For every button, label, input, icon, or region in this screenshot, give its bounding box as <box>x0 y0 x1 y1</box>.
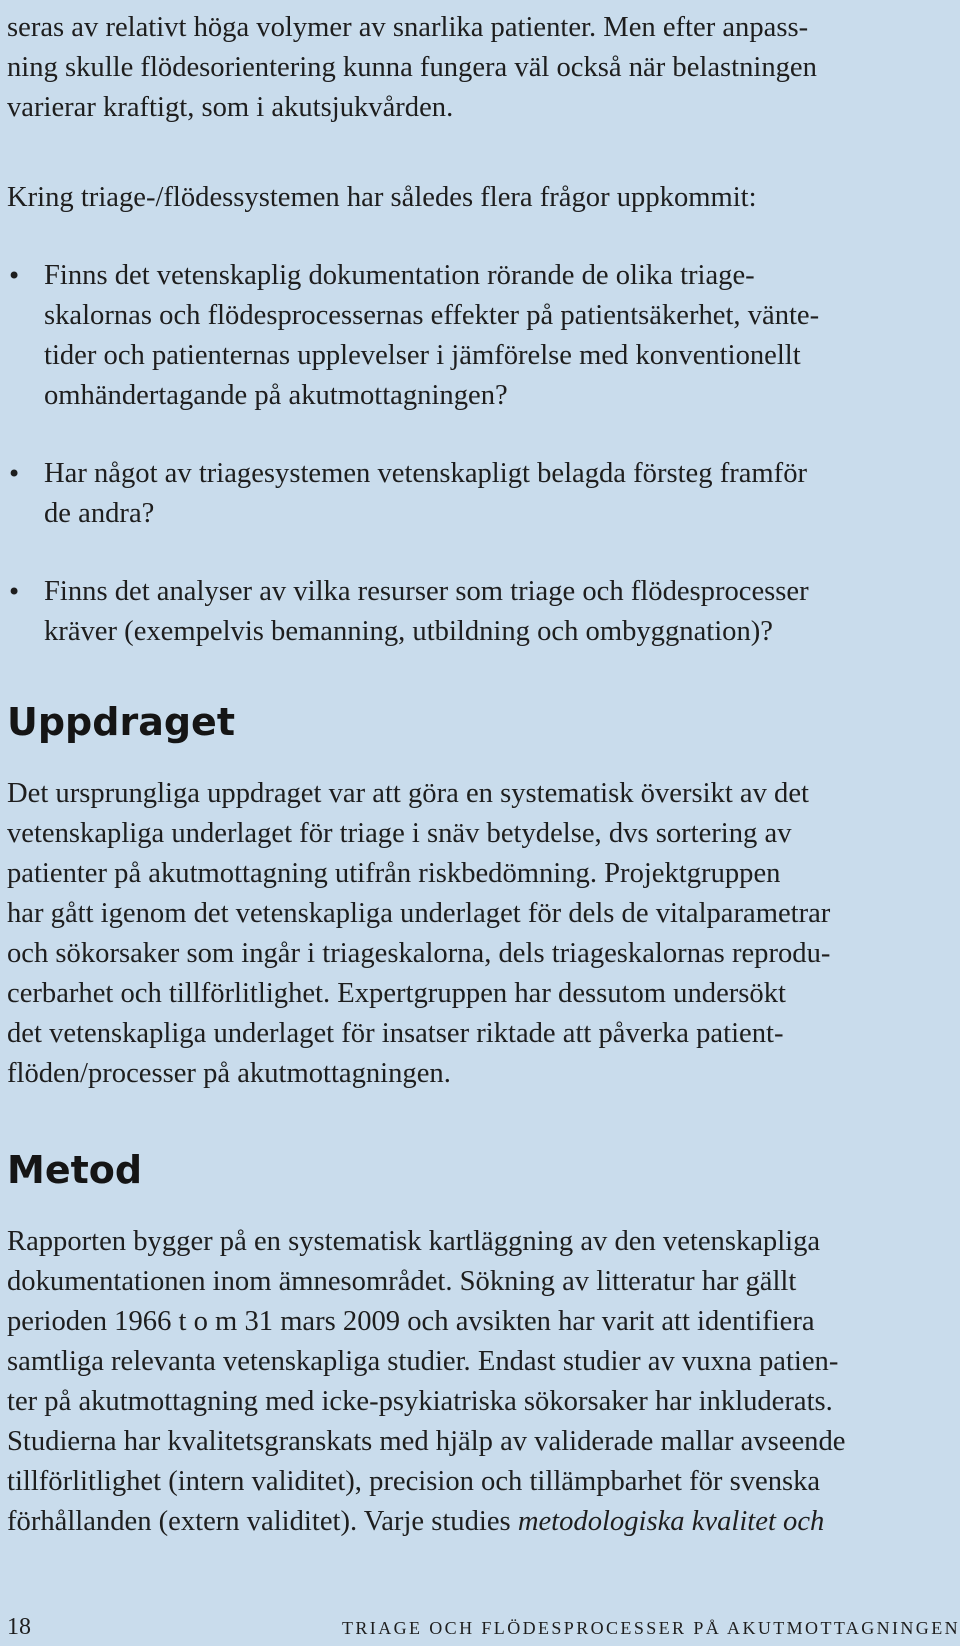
document-page <box>7 0 942 1542</box>
text-line: tider och patienternas upplevelser i jämförelse med konventionellt <box>44 340 801 371</box>
text-line: omhändertagande på akutmottagningen? <box>44 380 508 411</box>
text-line: och sökorsaker som ingår i triageskalorna, dels triageskalornas reprodu- <box>7 938 831 969</box>
text-line: flöden/processer på akutmottagningen. <box>7 1058 451 1089</box>
running-title: TRIAGE OCH FLÖDESPROCESSER PÅ AKUTMOTTAGNINGEN <box>342 1618 960 1638</box>
text-line: Finns det vetenskaplig dokumentation rörande de olika triage- <box>44 260 755 291</box>
text-line: seras av relativt höga volymer av snarlika patienter. Men efter anpass- <box>7 12 809 43</box>
text-line-mixed <box>7 1502 942 1542</box>
text-line: vetenskapliga underlaget för triage i snäv betydelse, dvs sortering av <box>7 818 792 849</box>
section-heading-metod: Metod <box>7 1148 143 1192</box>
text-line: Har något av triagesystemen vetenskapligt belagda försteg framför <box>44 458 808 489</box>
italic-text-run: metodologiska kvalitet och <box>517 1506 825 1537</box>
text-run: förhållanden (extern validitet). Varje studies <box>7 1506 518 1537</box>
text-line: har gått igenom det vetenskapliga underlaget för dels de vitalparametrar <box>7 898 831 929</box>
list-item <box>7 572 942 652</box>
text-line: cerbarhet och tillförlitlighet. Expertgruppen har dessutom undersökt <box>7 978 786 1009</box>
text-line: Rapporten bygger på en systematisk kartläggning av den vetenskapliga <box>7 1226 821 1257</box>
text-line: kräver (exempelvis bemanning, utbildning och ombyggnation)? <box>44 616 773 647</box>
text-line: det vetenskapliga underlaget för insatser riktade att påverka patient- <box>7 1018 784 1049</box>
bullet-icon: • <box>7 262 22 290</box>
text-line: Studierna har kvalitetsgranskats med hjälp av validerade mallar avseende <box>7 1426 846 1457</box>
text-line: Finns det analyser av vilka resurser som triage och flödesprocesser <box>44 576 809 607</box>
text-line: dokumentationen inom ämnesområdet. Sökning av litteratur har gällt <box>7 1266 797 1297</box>
text-line: samtliga relevanta vetenskapliga studier. Endast studier av vuxna patien- <box>7 1346 839 1377</box>
text-line: de andra? <box>44 498 155 529</box>
text-line: ter på akutmottagning med icke-psykiatriska sökorsaker har inkluderats. <box>7 1386 833 1417</box>
text-line: tillförlitlighet (intern validitet), precision och tillämpbarhet för svenska <box>7 1466 821 1497</box>
intro-paragraph <box>7 8 942 128</box>
bullet-icon: • <box>7 578 22 606</box>
list-item <box>7 256 942 416</box>
question-list <box>7 256 942 652</box>
text-line: Det ursprungliga uppdraget var att göra en systematisk översikt av det <box>7 778 809 809</box>
page-number: 18 <box>7 1614 31 1640</box>
page-footer <box>7 1614 960 1644</box>
text-line: patienter på akutmottagning utifrån riskbedömning. Projektgruppen <box>7 858 781 889</box>
text-line: skalornas och flödesprocessernas effekter på patientsäkerhet, vänte- <box>44 300 820 331</box>
list-item <box>7 454 942 534</box>
uppdraget-paragraph <box>7 774 942 1094</box>
text-line: perioden 1966 t o m 31 mars 2009 och avsikten har varit att identifiera <box>7 1306 815 1337</box>
text-line: varierar kraftigt, som i akutsjukvården. <box>7 92 454 123</box>
metod-paragraph <box>7 1222 942 1542</box>
text-line: ning skulle flödesorientering kunna fungera väl också när belastningen <box>7 52 817 83</box>
questions-intro: Kring triage-/flödessystemen har således flera frågor uppkommit: <box>7 182 757 213</box>
section-heading-uppdraget: Uppdraget <box>7 700 235 744</box>
bullet-icon: • <box>7 460 22 488</box>
